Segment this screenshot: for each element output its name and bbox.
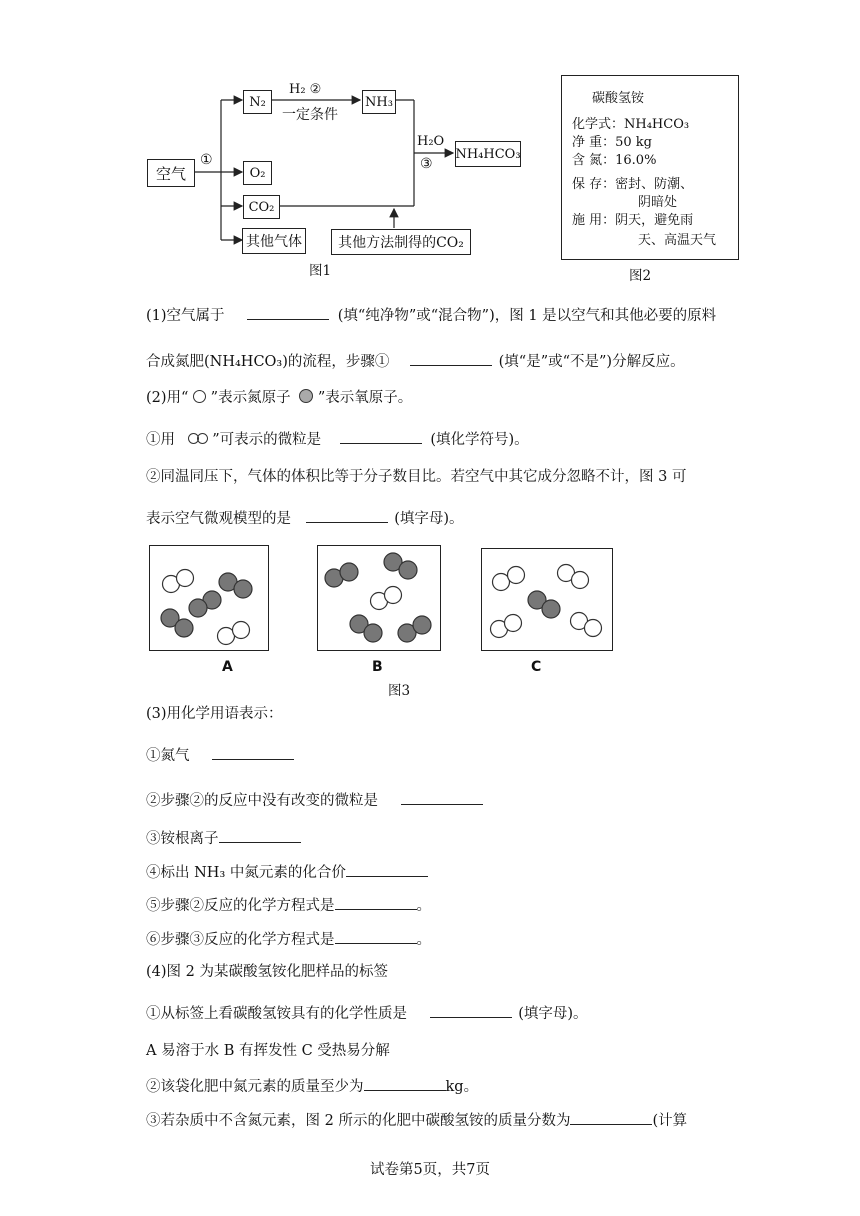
step1-label: ① bbox=[200, 152, 213, 168]
q2-2-b-pre: 表示空气微观模型的是 bbox=[146, 511, 291, 527]
q2-1-mid: ”可表示的微粒是 bbox=[212, 432, 322, 448]
label-storage-line2: 阴暗处 bbox=[638, 195, 678, 210]
model-panel-b bbox=[317, 545, 441, 651]
nh3-label: NH₃ bbox=[365, 94, 393, 110]
question-3-line: (3)用化学用语表示： bbox=[146, 706, 283, 722]
q3-2-text: ②步骤②的反应中没有改变的微粒是 bbox=[146, 793, 378, 809]
question-2-2-line-a: ②同温同压下，气体的体积比等于分子数目比。若空气中其它成分忽略不计，图 3 可 bbox=[146, 469, 687, 485]
figure-3-caption: 图3 bbox=[388, 683, 411, 699]
air-box bbox=[147, 159, 195, 187]
o2-label: O₂ bbox=[249, 165, 266, 181]
figure-1-caption: 图1 bbox=[309, 263, 332, 279]
q1-b-pre: 合成氮肥(NH₄HCO₃)的流程，步骤① bbox=[146, 354, 390, 370]
question-4-options-line: A 易溶于水 B 有挥发性 C 受热易分解 bbox=[146, 1043, 390, 1059]
step2-condition: 一定条件 bbox=[282, 107, 338, 123]
question-4-line: (4)图 2 为某碳酸氢铵化肥样品的标签 bbox=[146, 964, 388, 980]
nh4hco3-box bbox=[455, 141, 521, 167]
question-3-4-line bbox=[146, 861, 428, 883]
question-4-2-line bbox=[146, 1075, 478, 1097]
figure-2-caption: 图2 bbox=[629, 268, 652, 284]
q4-1-post: (填字母)。 bbox=[518, 1006, 588, 1022]
other-co2-label: 其他方法制得的CO₂ bbox=[338, 235, 464, 251]
answer-blank-q3-5[interactable] bbox=[335, 894, 417, 910]
nh3-box bbox=[362, 90, 396, 114]
model-panel-a bbox=[149, 545, 269, 651]
page-footer: 试卷第5页，共7页 bbox=[370, 1162, 490, 1178]
q4-1-pre: ①从标签上看碳酸氢铵具有的化学性质是 bbox=[146, 1006, 407, 1022]
q2-1-post: (填化学符号)。 bbox=[430, 432, 529, 448]
label-title: 碳酸氢铵 bbox=[592, 91, 645, 106]
label-weight: 净 重：50 kg bbox=[572, 135, 653, 150]
n2-label: N₂ bbox=[249, 94, 266, 110]
oxygen-atom-icon bbox=[299, 389, 313, 403]
answer-blank-q4-3[interactable] bbox=[570, 1109, 652, 1125]
q3-5-post: 。 bbox=[416, 898, 431, 914]
step3-h2o-label: H₂O bbox=[417, 134, 445, 149]
model-a-svg bbox=[150, 546, 268, 650]
answer-blank-q3-1[interactable] bbox=[212, 744, 294, 760]
nitrogen-atom-icon bbox=[193, 390, 206, 403]
air-label: 空气 bbox=[155, 164, 186, 183]
label-nitrogen: 含 氮：16.0% bbox=[572, 153, 657, 168]
question-3-1-line bbox=[146, 744, 294, 766]
model-label-c: C bbox=[531, 659, 542, 675]
question-2-2-line-b bbox=[146, 507, 464, 529]
step2-label: H₂ ② bbox=[289, 82, 322, 97]
model-label-a: A bbox=[222, 659, 233, 675]
question-2-1-line bbox=[146, 428, 529, 450]
q1-a-pre: (1)空气属于 bbox=[146, 308, 225, 324]
model-c-svg bbox=[482, 549, 612, 650]
co2-label: CO₂ bbox=[248, 199, 275, 215]
q3-3-text: ③铵根离子 bbox=[146, 831, 219, 847]
question-3-5-line bbox=[146, 894, 431, 916]
question-3-2-line bbox=[146, 789, 483, 811]
answer-blank-q1a[interactable] bbox=[247, 304, 329, 320]
answer-blank-q3-6[interactable] bbox=[335, 928, 417, 944]
q3-5-pre: ⑤步骤②反应的化学方程式是 bbox=[146, 898, 335, 914]
q1-b-post: (填“是”或“不是”)分解反应。 bbox=[498, 354, 685, 370]
answer-blank-q2-2[interactable] bbox=[306, 507, 388, 523]
q4-2-post: kg。 bbox=[445, 1079, 479, 1095]
q2-post: ”表示氧原子。 bbox=[317, 390, 413, 406]
other-co2-box bbox=[331, 229, 471, 255]
q2-1-pre: ①用 bbox=[146, 432, 175, 448]
q4-2-pre: ②该袋化肥中氮元素的质量至少为 bbox=[146, 1079, 364, 1095]
step3-label: ③ bbox=[420, 156, 433, 172]
other-gas-label: 其他气体 bbox=[246, 234, 302, 250]
q3-1-text: ①氮气 bbox=[146, 748, 190, 764]
model-b-svg bbox=[318, 546, 440, 650]
q2-pre: (2)用“ bbox=[146, 390, 189, 406]
q4-3-post: (计算 bbox=[652, 1113, 688, 1129]
q2-mid: ”表示氮原子 bbox=[210, 390, 291, 406]
q1-a-post: (填“纯净物”或“混合物”)，图 1 是以空气和其他必要的原料 bbox=[337, 308, 717, 324]
nh4hco3-label: NH₄HCO₃ bbox=[455, 146, 521, 162]
label-storage-line1: 保 存：密封、防潮、 bbox=[572, 177, 694, 192]
answer-blank-q3-3[interactable] bbox=[219, 827, 301, 843]
q3-4-text: ④标出 NH₃ 中氮元素的化合价 bbox=[146, 865, 346, 881]
label-formula: 化学式：NH₄HCO₃ bbox=[572, 117, 690, 132]
q4-3-pre: ③若杂质中不含氮元素，图 2 所示的化肥中碳酸氢铵的质量分数为 bbox=[146, 1113, 571, 1129]
co2-box bbox=[243, 195, 280, 219]
question-4-3-line bbox=[146, 1109, 687, 1131]
question-1-line-a bbox=[146, 304, 716, 326]
answer-blank-q4-1[interactable] bbox=[430, 1002, 512, 1018]
q3-6-post: 。 bbox=[416, 932, 431, 948]
label-usage-line2: 天、高温天气 bbox=[638, 233, 717, 248]
nitrogen-molecule-icon bbox=[188, 430, 208, 450]
answer-blank-q4-2[interactable] bbox=[364, 1075, 446, 1091]
q2-2-b-post: (填字母)。 bbox=[394, 511, 464, 527]
model-panel-c bbox=[481, 548, 613, 651]
question-3-3-line bbox=[146, 827, 301, 849]
answer-blank-q3-2[interactable] bbox=[401, 789, 483, 805]
question-4-1-line bbox=[146, 1002, 588, 1024]
n2-box bbox=[243, 90, 272, 114]
label-usage-line1: 施 用：阴天，避免雨 bbox=[572, 213, 694, 228]
q3-6-pre: ⑥步骤③反应的化学方程式是 bbox=[146, 932, 335, 948]
other-gas-box bbox=[242, 228, 306, 254]
question-2-line bbox=[146, 388, 412, 408]
answer-blank-q1b[interactable] bbox=[410, 350, 492, 366]
o2-box bbox=[243, 161, 272, 185]
answer-blank-q3-4[interactable] bbox=[346, 861, 428, 877]
model-label-b: B bbox=[372, 659, 383, 675]
answer-blank-q2-1[interactable] bbox=[340, 428, 422, 444]
question-3-6-line bbox=[146, 928, 431, 950]
fertilizer-label-card bbox=[561, 75, 739, 260]
question-1-line-b bbox=[146, 350, 685, 372]
